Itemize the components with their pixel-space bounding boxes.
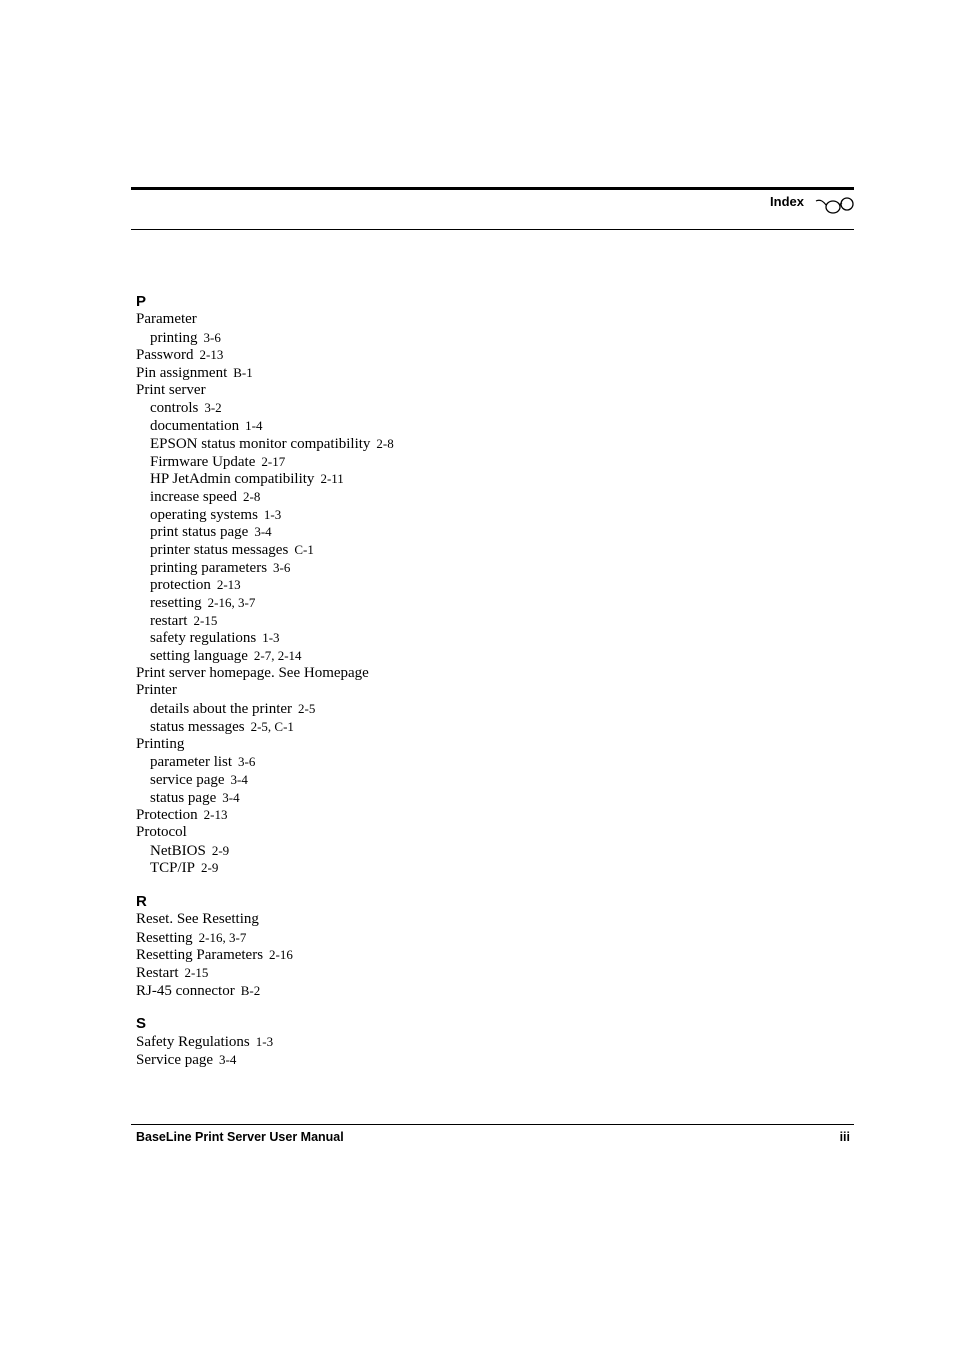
index-subentry bbox=[136, 399, 394, 417]
index-term: service page bbox=[150, 771, 225, 788]
index-term: Resetting bbox=[136, 929, 193, 946]
index-term: printing bbox=[150, 329, 198, 346]
index-subentry bbox=[136, 435, 394, 453]
index-entry bbox=[136, 1051, 394, 1069]
index-subentry bbox=[136, 789, 394, 807]
index-term: Safety Regulations bbox=[136, 1034, 250, 1051]
index-entry bbox=[136, 806, 394, 824]
index-page-ref: 2-9 bbox=[201, 860, 219, 876]
index-term: status messages bbox=[150, 718, 245, 735]
index-term: EPSON status monitor compatibility bbox=[150, 435, 371, 452]
index-term: print status page bbox=[150, 524, 249, 541]
index-entry bbox=[136, 1033, 394, 1051]
index-letter-heading: R bbox=[136, 893, 147, 910]
index-subentry bbox=[136, 329, 394, 347]
index-page-ref: 1-3 bbox=[262, 630, 280, 646]
index-term: operating systems bbox=[150, 506, 258, 523]
index-entry bbox=[136, 946, 394, 964]
index-term: details about the printer bbox=[150, 701, 293, 718]
index-term: resetting bbox=[150, 595, 202, 611]
index-page-ref: 3-6 bbox=[203, 329, 221, 345]
index-subentry bbox=[136, 488, 394, 506]
index-page-ref: 1-4 bbox=[245, 418, 263, 434]
index-term: NetBIOS bbox=[150, 842, 206, 859]
header-section-label: Index bbox=[770, 194, 804, 209]
index-subentry bbox=[136, 523, 394, 541]
index-subentry bbox=[136, 506, 394, 524]
index-subentry bbox=[136, 559, 394, 577]
index-page-ref: 2-5, C-1 bbox=[250, 718, 294, 734]
index-entry bbox=[136, 346, 394, 364]
index-entry bbox=[136, 824, 394, 842]
index-page-ref: 1-3 bbox=[255, 1034, 274, 1050]
footer-rule bbox=[131, 1124, 854, 1125]
section-gap bbox=[136, 877, 394, 893]
index-term: HP JetAdmin compatibility bbox=[150, 471, 315, 488]
index-subentry bbox=[136, 470, 394, 488]
index-term: Protocol bbox=[136, 823, 187, 840]
index-term: RJ-45 connector bbox=[136, 982, 235, 999]
index-subentry bbox=[136, 771, 394, 789]
index-entry bbox=[136, 682, 394, 700]
index-page-ref: 2-5 bbox=[298, 701, 316, 717]
index-page-ref: 2-8 bbox=[376, 435, 394, 451]
index-term: Firmware Update bbox=[150, 453, 256, 470]
index-subentry bbox=[136, 718, 394, 736]
index-entry bbox=[136, 382, 394, 400]
index-subentry bbox=[136, 576, 394, 594]
index-term: Restart bbox=[136, 965, 179, 982]
index-subentry bbox=[136, 842, 394, 860]
index-entry bbox=[136, 929, 394, 947]
index-term: printer status messages bbox=[150, 541, 289, 558]
index-term: restart bbox=[150, 612, 188, 629]
index-subentry bbox=[136, 594, 394, 612]
index-subentry bbox=[136, 647, 394, 665]
index-page-ref: 3-2 bbox=[204, 400, 222, 416]
index-entry bbox=[136, 665, 394, 683]
index-subentry bbox=[136, 700, 394, 718]
index-term: controls bbox=[150, 400, 199, 417]
index-term: documentation bbox=[150, 418, 240, 435]
footer-page-number: iii bbox=[839, 1130, 850, 1144]
index-page-ref: 2-15 bbox=[193, 612, 218, 628]
index-term: Print server bbox=[136, 381, 206, 398]
index-page-ref: 3-6 bbox=[273, 559, 291, 575]
index-subentry bbox=[136, 859, 394, 877]
header-rule-thin bbox=[131, 229, 854, 230]
index-subentry bbox=[136, 629, 394, 647]
index-list bbox=[136, 293, 394, 1069]
index-entry bbox=[136, 311, 394, 329]
index-page-ref: 2-13 bbox=[216, 577, 241, 593]
index-page-ref: 3-6 bbox=[238, 754, 256, 770]
index-entry bbox=[136, 736, 394, 754]
index-entry bbox=[136, 364, 394, 382]
index-entry bbox=[136, 982, 394, 1000]
index-page-ref: 3-4 bbox=[222, 789, 240, 805]
index-term: Reset. See Resetting bbox=[136, 911, 259, 927]
index-page-ref: 3-4 bbox=[219, 1052, 237, 1068]
index-term: safety regulations bbox=[150, 630, 257, 647]
index-term: setting language bbox=[150, 648, 248, 665]
index-term: Printing bbox=[136, 735, 185, 752]
index-letter-heading: P bbox=[136, 293, 147, 310]
index-term: Resetting Parameters bbox=[136, 947, 264, 964]
index-page-ref: 2-17 bbox=[261, 453, 286, 469]
index-page-ref: 2-13 bbox=[199, 347, 224, 363]
index-subentry bbox=[136, 453, 394, 471]
index-entry bbox=[136, 964, 394, 982]
index-page-ref: 2-16, 3-7 bbox=[198, 929, 247, 945]
index-page-ref: 2-13 bbox=[203, 807, 228, 823]
index-page-ref: 3-4 bbox=[230, 771, 248, 787]
index-subentry bbox=[136, 417, 394, 435]
header-rule-thick bbox=[131, 187, 854, 190]
index-term: protection bbox=[150, 577, 211, 594]
index-letter-heading: S bbox=[136, 1015, 147, 1033]
index-subentry bbox=[136, 612, 394, 630]
index-page-ref: B-1 bbox=[233, 365, 253, 381]
index-term: status page bbox=[150, 789, 217, 806]
index-page-ref: C-1 bbox=[294, 541, 314, 557]
index-page-ref: B-2 bbox=[240, 982, 261, 998]
index-term: Print server homepage. See Homepage bbox=[136, 664, 369, 681]
index-term: Pin assignment bbox=[136, 365, 228, 382]
index-term: increase speed bbox=[150, 488, 238, 505]
index-term: TCP/IP bbox=[150, 860, 196, 877]
index-term: Password bbox=[136, 347, 194, 364]
index-term: Protection bbox=[136, 807, 198, 824]
index-term: Parameter bbox=[136, 311, 197, 327]
index-page-ref: 1-3 bbox=[263, 506, 282, 522]
index-page-ref: 2-8 bbox=[243, 488, 261, 504]
section-gap bbox=[136, 999, 394, 1015]
index-page-ref: 2-16 bbox=[269, 947, 293, 963]
index-term: parameter list bbox=[150, 754, 233, 771]
eyeglasses-icon bbox=[814, 192, 854, 216]
index-page-ref: 2-11 bbox=[320, 471, 344, 487]
index-entry bbox=[136, 911, 394, 929]
index-page-ref: 2-7, 2-14 bbox=[253, 648, 302, 664]
index-term: Service page bbox=[136, 1052, 214, 1069]
index-page-ref: 2-9 bbox=[211, 842, 230, 858]
index-page-ref: 2-15 bbox=[184, 965, 209, 981]
index-subentry bbox=[136, 541, 394, 559]
index-page-ref: 3-4 bbox=[254, 524, 272, 540]
index-term: printing parameters bbox=[150, 559, 268, 576]
index-subentry bbox=[136, 753, 394, 771]
index-term: Printer bbox=[136, 682, 177, 699]
footer-title: BaseLine Print Server User Manual bbox=[136, 1130, 344, 1144]
index-page-ref: 2-16, 3-7 bbox=[207, 595, 256, 610]
